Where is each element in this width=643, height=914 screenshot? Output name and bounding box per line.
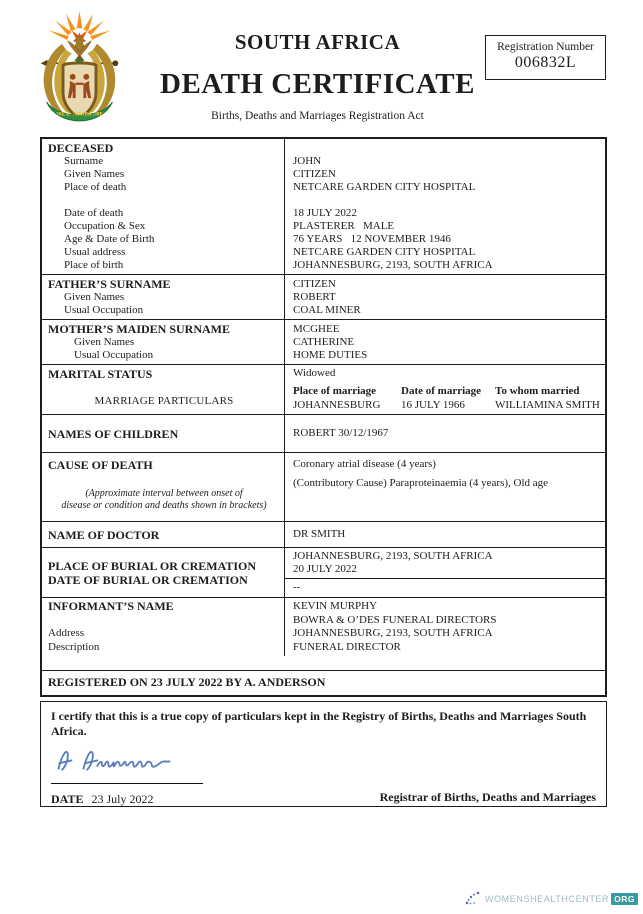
svg-text:!KE E: /XARRA //KE: !KE E: /XARRA //KE (56, 112, 103, 118)
cause-heading: CAUSE OF DEATH (48, 458, 153, 472)
doctor-section (42, 521, 605, 547)
mother-section (42, 319, 605, 364)
informant-heading: INFORMANT’S NAME (48, 599, 174, 613)
column-value: JOHANNESBURG (293, 399, 381, 411)
field-label: Given Names (64, 291, 125, 303)
field-value: 76 YEARS 12 NOVEMBER 1946 (293, 233, 451, 245)
registration-number-box (485, 35, 606, 80)
registration-number-label: Registration Number (497, 41, 594, 53)
certification-box (40, 701, 607, 807)
field-value: NETCARE GARDEN CITY HOSPITAL (293, 246, 476, 258)
field-label: Occupation & Sex (64, 220, 146, 232)
certification-statement: I certify that this is a true copy of particulars kept in the Registry of Births, Deaths and Marriages South Africa. (51, 709, 587, 738)
field-value (293, 194, 601, 207)
signature-icon (51, 741, 201, 778)
south-africa-coat-of-arms-icon (31, 9, 128, 133)
field-label: Usual address (64, 246, 126, 258)
informant-organisation-value: BOWRA & O’DES FUNERAL DIRECTORS (293, 613, 497, 626)
site-watermark (463, 891, 638, 907)
field-value: 18 JULY 2022 (293, 207, 357, 219)
marital-status-value: Widowed (293, 367, 336, 379)
field-label: Usual Occupation (64, 304, 144, 316)
registration-number-value: 006832L (514, 54, 577, 71)
date-label: DATE (51, 792, 84, 806)
informant-name-value: KEVIN MURPHY (293, 600, 378, 612)
registrar-title: Registrar of Births, Deaths and Marriages (379, 790, 596, 804)
cause-value-1: Coronary atrial disease (4 years) (293, 458, 436, 470)
marital-section (42, 364, 605, 414)
burial-place-value: JOHANNESBURG, 2193, SOUTH AFRICA (293, 550, 493, 562)
field-label: Age & Date of Birth (64, 233, 155, 245)
children-heading: NAMES OF CHILDREN (48, 426, 179, 441)
country-title: SOUTH AFRICA (234, 30, 401, 54)
deceased-section (42, 139, 605, 274)
burial-extra-value: -- (293, 581, 301, 593)
field-value: CATHERINE (293, 336, 355, 348)
burial-date-label: DATE OF BURIAL OR CREMATION (48, 572, 248, 587)
field-value: NETCARE GARDEN CITY HOSPITAL (293, 181, 476, 193)
field-label (48, 194, 280, 207)
field-value: JOHN (293, 155, 322, 167)
field-label: Place of death (64, 181, 127, 193)
informant-address-label: Address (48, 627, 85, 639)
watermark-tld-badge: ORG (611, 893, 638, 905)
father-heading: FATHER’S SURNAME (48, 277, 171, 291)
field-value: HOME DUTIES (293, 349, 368, 361)
burial-place-label: PLACE OF BURIAL OR CREMATION (48, 558, 257, 573)
informant-section (42, 597, 605, 670)
page-title: DEATH CERTIFICATE (160, 68, 475, 100)
field-value: CITIZEN (293, 168, 336, 180)
field-value: CITIZEN (293, 278, 336, 290)
informant-address-value: JOHANNESBURG, 2193, SOUTH AFRICA (293, 627, 493, 639)
cause-note: (Approximate interval between onset of disease or condition and deaths shown in brackets) (61, 488, 267, 511)
deceased-heading: DECEASED (48, 141, 114, 155)
registered-section (42, 670, 605, 695)
informant-description-label: Description (48, 640, 100, 653)
marriage-particulars (293, 384, 601, 412)
children-value: ROBERT 30/12/1967 (293, 427, 389, 439)
marital-heading: MARITAL STATUS (48, 367, 153, 381)
column-header: To whom married (495, 385, 580, 397)
field-label: Surname (64, 155, 104, 167)
field-value: COAL MINER (293, 304, 361, 316)
field-label: Date of death (64, 207, 124, 219)
children-section (42, 414, 605, 452)
watermark-site-text: WOMENSHEALTHCENTER (484, 894, 610, 904)
doctor-value: DR SMITH (293, 528, 346, 540)
burial-section (42, 547, 605, 597)
cause-value-2: (Contributory Cause) Paraproteinaemia (4 years), Old age (293, 477, 549, 489)
field-value: JOHANNESBURG, 2193, SOUTH AFRICA (293, 259, 493, 271)
marriage-particulars-label: MARRIAGE PARTICULARS (94, 395, 234, 407)
field-label: Given Names (64, 168, 125, 180)
field-value: ROBERT (293, 291, 336, 303)
field-value: PLASTERER MALE (293, 220, 395, 232)
registered-text: REGISTERED ON 23 JULY 2022 BY A. ANDERSON (48, 675, 326, 689)
informant-description-value: FUNERAL DIRECTOR (293, 640, 401, 653)
father-section (42, 274, 605, 319)
cause-section (42, 452, 605, 521)
column-header: Date of marriage (401, 385, 482, 397)
field-label: Given Names (74, 336, 135, 348)
certificate-table (40, 137, 607, 697)
mother-heading: MOTHER’S MAIDEN SURNAME (48, 322, 231, 336)
field-value: MCGHEE (293, 323, 340, 335)
act-subtitle: Births, Deaths and Marriages Registration Act (211, 110, 424, 122)
burial-date-value: 20 JULY 2022 (293, 563, 357, 575)
doctor-heading: NAME OF DOCTOR (48, 527, 160, 542)
field-label: Usual Occupation (74, 349, 154, 361)
field-label: Place of birth (64, 259, 124, 271)
column-value: 16 JULY 1966 (401, 399, 465, 411)
dots-logo-icon (463, 891, 483, 907)
column-value: WILLIAMINA SMITH (495, 399, 600, 411)
title-block (130, 30, 505, 122)
date-value: 23 July 2022 (91, 792, 154, 806)
registrar-signature (51, 741, 203, 784)
column-header: Place of marriage (293, 385, 377, 397)
